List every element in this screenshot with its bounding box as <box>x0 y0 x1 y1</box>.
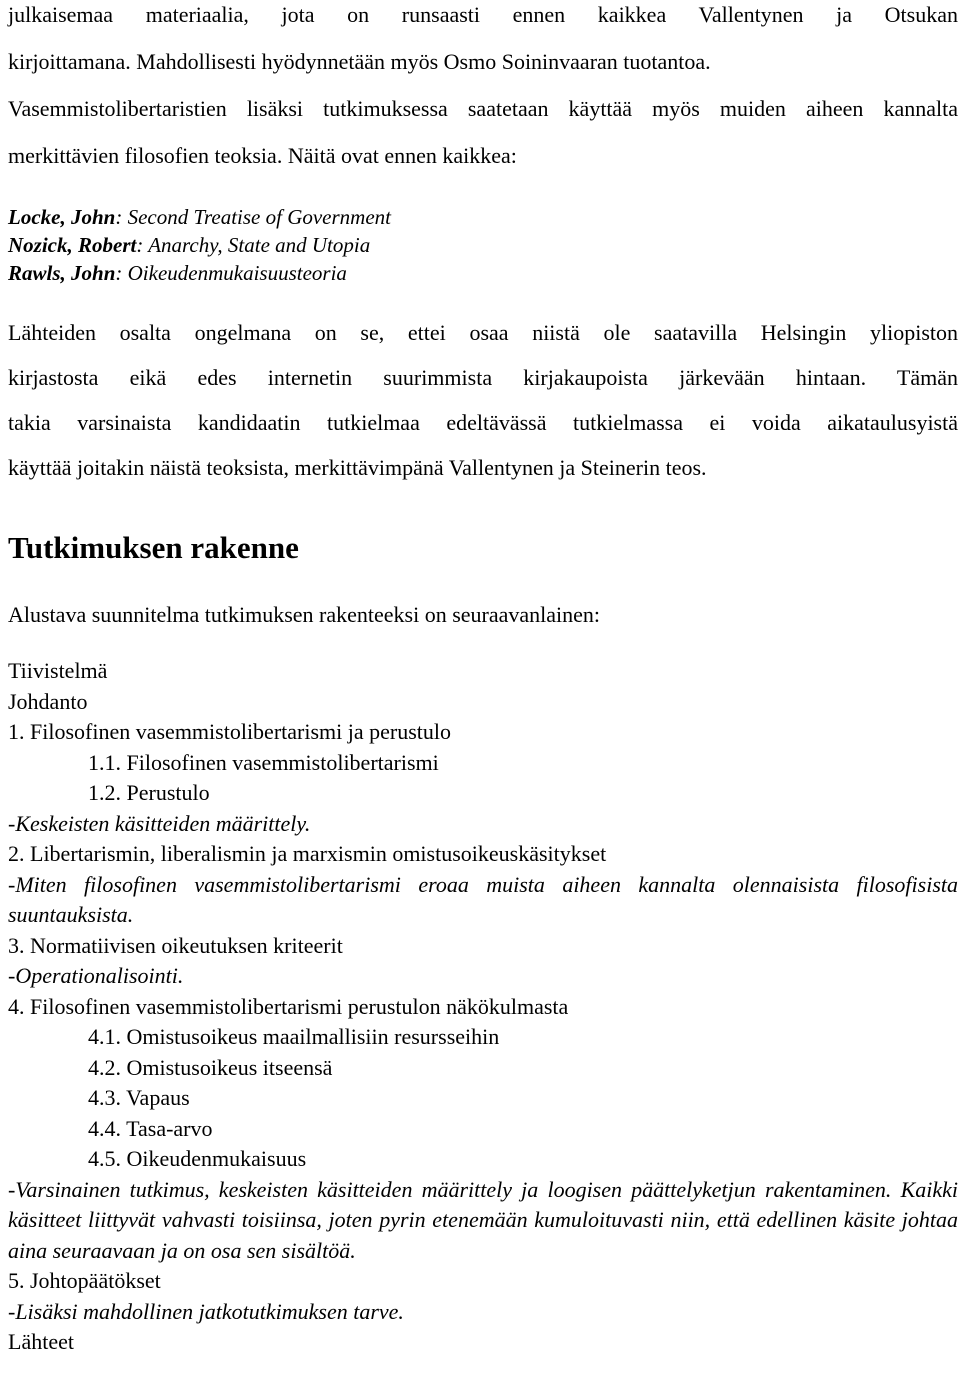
reference-author: Locke, John <box>8 205 116 229</box>
outline-item-top: 1. Filosofinen vasemmistolibertarismi ja perustulo <box>8 719 451 744</box>
reference-separator: : <box>115 261 128 285</box>
outline-item-sub: 1.2. Perustulo <box>88 780 210 805</box>
reference-item <box>8 259 958 287</box>
outline-item-top: 4. Filosofinen vasemmistolibertarismi perustulon näkökulmasta <box>8 993 569 1019</box>
paragraph-sources-line-1: Lähteiden osalta ongelmana on se, ettei osaa niistä ole saatavilla Helsingin yliopiston <box>8 320 958 345</box>
reference-item <box>8 203 958 231</box>
outline-item-note: -Operationalisointi. <box>8 963 184 988</box>
paragraph-sources <box>8 310 958 490</box>
outline-item-top: 3. Normatiivisen oikeutuksen kriteerit <box>8 932 343 958</box>
paragraph-sources-line-2: kirjastosta eikä edes internetin suurimmista kirjakaupoista järkevään hintaan. Tämän <box>8 365 958 390</box>
paragraph-other-philosophers: Vasemmistolibertaristien lisäksi tutkimuksessa saatetaan käyttää myös muiden aiheen kannalta merkittävien filosofien teoksia. Näitä ovat ennen kaikkea: <box>8 96 958 168</box>
outline-item-top: 5. Johtopäätökset <box>8 1268 161 1293</box>
outline-item-top: Tiivistelmä <box>8 658 108 683</box>
outline-item-note: -Miten filosofinen vasemmistolibertarismi eroaa muista aiheen kannalta olennaisista filosofisista suuntauksista. <box>8 871 958 927</box>
outline-item-note: -Lisäksi mahdollinen jatkotutkimuksen tarve. <box>8 1298 404 1324</box>
reference-list <box>8 203 958 287</box>
reference-author: Nozick, Robert <box>8 233 137 257</box>
reference-separator: : <box>115 205 128 229</box>
outline-item-sub: 4.5. Oikeudenmukaisuus <box>88 1146 307 1171</box>
outline-item-sub: 1.1. Filosofinen vasemmistolibertarismi <box>88 749 439 775</box>
outline-item-sub: 4.3. Vapaus <box>88 1085 190 1110</box>
outline-item-top: Johdanto <box>8 688 88 714</box>
outline-item-sub: 4.4. Tasa-arvo <box>88 1115 213 1141</box>
reference-title: Second Treatise of Government <box>127 205 392 229</box>
outline-item-sub: 4.2. Omistusoikeus itseensä <box>88 1054 333 1080</box>
paragraph-sources-line-3: takia varsinaista kandidaatin tutkielmaa edeltävässä tutkielmassa ei voida aikataulusyistä <box>8 410 958 435</box>
outline-item-top: 2. Libertarismin, liberalismin ja marxismin omistusoikeuskäsitykset <box>8 841 607 866</box>
paragraph-intro-line-2: kirjoittamana. Mahdollisesti hyödynnetään myös Osmo Soininvaaran tuotantoa. <box>8 49 711 74</box>
reference-title: Oikeudenmukaisuusteoria <box>127 261 347 285</box>
reference-author: Rawls, John <box>8 261 116 285</box>
outline-item-note: -Keskeisten käsitteiden määrittely. <box>8 810 311 836</box>
outline-list <box>8 656 958 1358</box>
section-heading: Tutkimuksen rakenne <box>8 530 299 565</box>
paragraph-sources-line-4: käyttää joitakin näistä teoksista, merkittävimpänä Vallentynen ja Steinerin teos. <box>8 455 707 480</box>
outline-item-top: Lähteet <box>8 1329 74 1354</box>
section-intro: Alustava suunnitelma tutkimuksen rakenteeksi on seuraavanlainen: <box>8 602 601 627</box>
reference-item <box>8 231 958 259</box>
outline-item-note: -Varsinainen tutkimus, keskeisten käsitteiden määrittely ja loogisen päättelyketjun rakentaminen. Kaikki käsitteet liittyvät vahvasti toisiinsa, joten pyrin etenemään kumuloituvasti niin, että edellinen käsite johtaa aina seuraavaan ja on osa sen sisältöä. <box>8 1176 958 1263</box>
reference-separator: : <box>136 233 149 257</box>
outline-item-sub: 4.1. Omistusoikeus maailmallisiin resursseihin <box>88 1024 500 1049</box>
paragraph-intro-line-1: julkaisemaa materiaalia, jota on runsaasti ennen kaikkea Vallentynen ja Otsukan <box>8 2 958 27</box>
reference-title: Anarchy, State and Utopia <box>148 233 371 257</box>
